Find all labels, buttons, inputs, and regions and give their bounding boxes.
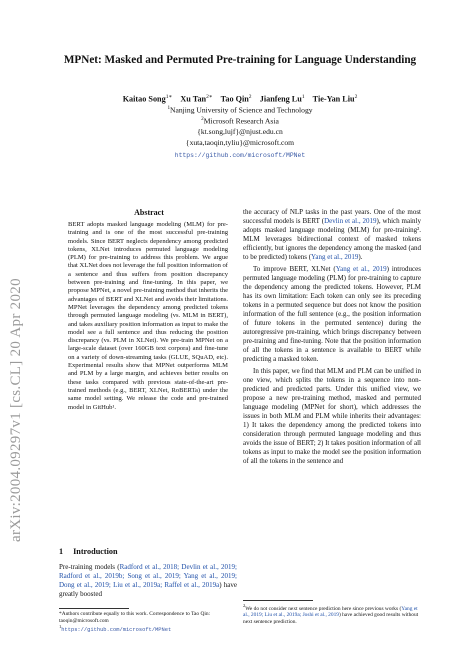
affil-mark: 2 (201, 116, 204, 122)
body-text: ) introduces permuted language modeling (PLM) for pre-training to capture the dependency among the predicted tokens. However, PLM has its own limitation: Each token can only see its preceding tokens in a permuted sequence but does not know the position information of the full sentence (e.g., the position information of future tokens in the permuted sentence) during the autoregressive pre-training, which brings discrepancy between pre-training and fine-tuning. Note that the position information of all the tokens in a sentence is available to BERT while predicting a masked token. (243, 265, 421, 363)
affil-mark: 1 (167, 105, 171, 111)
body-text: ). (358, 253, 363, 261)
author-affil-mark: 2 (354, 94, 358, 100)
affil-text: Nanjing University of Science and Technology (170, 105, 313, 115)
footnote-left (59, 611, 237, 634)
footnote-text: ) have achieved good results without next sentence prediction. (243, 612, 419, 625)
right-column (243, 208, 421, 466)
github-url[interactable]: https://github.com/microsoft/MPNet (174, 152, 306, 159)
body-text: the accuracy of NLP tasks in the past years. One of the most successful models is BERT ( (243, 208, 421, 225)
author-name: Kaitao Song (122, 94, 166, 104)
author-name: Xu Tan (180, 94, 207, 104)
footnote-github (59, 624, 237, 633)
footnote-url[interactable]: https://github.com/microsoft/MPNet (61, 626, 172, 633)
citation-link[interactable]: Devlin et al., 2019 (324, 217, 377, 225)
footnote-right (243, 603, 421, 626)
author-affil-mark: 2∗ (206, 94, 213, 100)
paragraph (243, 208, 421, 262)
email-2: {xuta,taoqin,tyliu}@microsoft.com (185, 138, 295, 147)
footnote-corresponding: *Authors contribute equally to this work. Correspondence to Tao Qin: taoqin@microsoft.com (59, 611, 211, 624)
author-name: Tao Qin (220, 94, 249, 104)
paper-title: MPNet: Masked and Permuted Pre-training for Language Understanding (63, 54, 417, 66)
author-affil-mark: 1∗ (165, 94, 173, 100)
affiliation-2 (40, 116, 440, 126)
author-affil-mark: 2 (248, 94, 252, 100)
section-title: Introduction (73, 547, 118, 556)
footnote-mark: 1 (59, 624, 62, 630)
body-text: To improve BERT, XLNet ( (253, 265, 336, 273)
author-list (40, 94, 440, 104)
intro-text: ) have greatly boosted (59, 581, 237, 598)
abstract-text: BERT adopts masked language modeling (MLM) for pre-training and is one of the most successful pre-training models. Since BERT neglects dependency among predicted tokens, XLNet introduces permuted language modeling (PLM) for pre-training to address this problem. We argue that XLNet does not leverage the full position information of a sentence and thus suffers from position discrepancy between pre-training and fine-tuning. In this paper, we propose MPNet, a novel pre-training method that inherits the advantages of BERT and XLNet and avoids their limitations. MPNet leverages the dependency among predicted tokens through permuted language modeling (vs. MLM in BERT), and takes auxiliary position information as input to make the model see a full sentence and thus reducing the position discrepancy (vs. PLM in XLNet). We pre-train MPNet on a large-scale dataset (over 160GB text corpora) and fine-tune on a variety of down-streaming tasks (GLUE, SQuAD, etc). Experimental results show that MPNet outperforms MLM and PLM by a large margin, and achieves better results on these tasks compared with previous state-of-the-art pre-trained methods (e.g., BERT, XLNet, RoBERTa) under the same model setting. We release the code and pre-trained model in GitHub¹. (68, 221, 228, 411)
arxiv-identifier[interactable]: arXiv:2004.09297v1 [cs.CL] 20 Apr 2020 (8, 278, 24, 542)
author-affil-mark: 1 (301, 94, 305, 100)
author-name: Jianfeng Lu (259, 94, 302, 104)
footnote-rule (243, 600, 313, 601)
body-text: ), which mainly adopts masked language modeling (MLM) for pre-training². MLM leverages bidirectional context of masked tokens efficiently, but ignores the dependency among the masked (and to be predicted) tokens ( (243, 217, 422, 261)
intro-text: Pre-training models ( (59, 563, 120, 571)
citation-link[interactable]: Radford et al., 2018; Devlin et al., 2019; Radford et al., 2019b; Song et al., 2019; Yang et al., 2019; Dong et al., 2019; Liu et al., 2019a; Raffel et al., 2019a (59, 563, 237, 589)
affil-text: Microsoft Research Asia (203, 116, 279, 126)
paragraph (243, 265, 421, 364)
footnote-mark: 2 (243, 603, 246, 608)
abstract-heading: Abstract (134, 208, 164, 217)
citation-link[interactable]: Yang et al., 2019 (311, 253, 359, 261)
intro-paragraph (59, 563, 237, 599)
citation-link[interactable]: Yang et al., 2019; Liu et al., 2019a; Joshi et al., 2019 (243, 605, 418, 619)
intro-heading (59, 547, 128, 556)
affiliation-1 (40, 105, 440, 115)
author-name: Tie-Yan Liu (312, 94, 355, 104)
footnote-text: We do not consider next sentence prediction here since previous works ( (245, 605, 402, 612)
footnote-rule (59, 608, 129, 609)
paragraph: In this paper, we find that MLM and PLM can be unified in one view, which splits the tokens in a sequence into non-predicted and predicted parts. Under this unified view, we propose a new pre-training method, masked and permuted language modeling (MPNet for short), which addresses the issues in both MLM and PLM while inherits their advantages: 1) It takes the dependency among the predicted tokens into consideration through permuted language modeling and thus avoids the issue of BERT; 2) It takes position information of all tokens as input to make the model see the position information of all the tokens in the sentence and (243, 367, 421, 465)
github-link[interactable] (40, 150, 440, 159)
email-1: {kt.song,lujf}@njust.edu.cn (197, 127, 283, 136)
section-number: 1 (59, 547, 64, 556)
citation-link[interactable]: Yang et al., 2019 (335, 265, 387, 273)
